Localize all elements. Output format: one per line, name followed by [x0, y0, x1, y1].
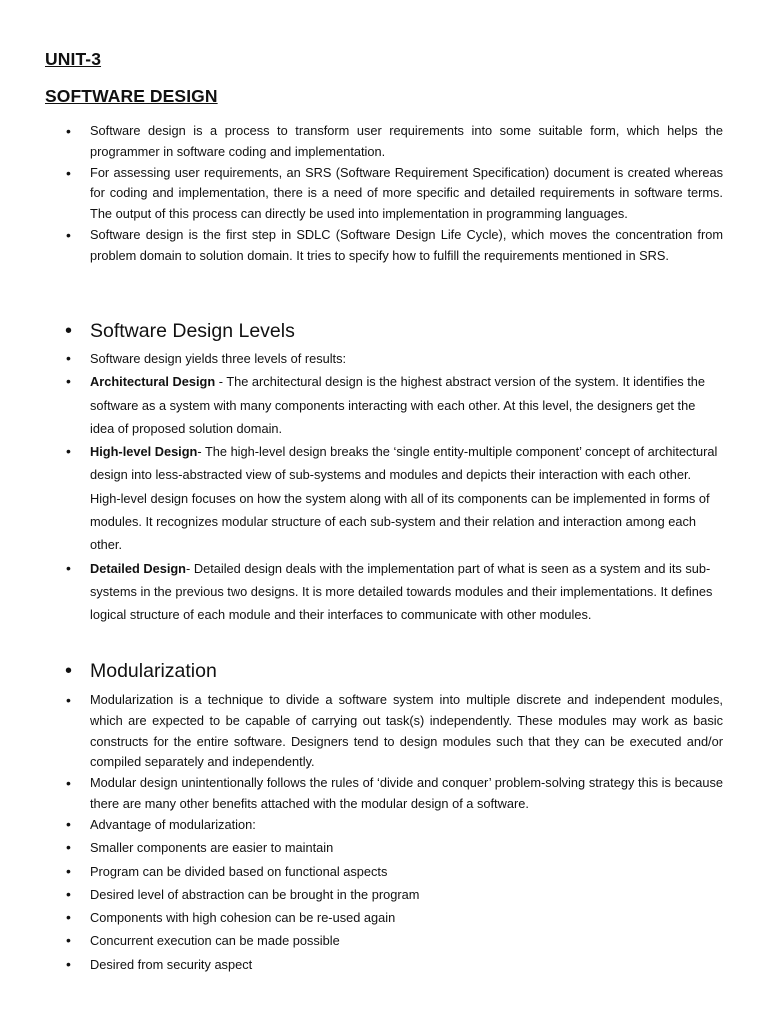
- document-title: SOFTWARE DESIGN: [45, 86, 218, 106]
- advantage-item: • Desired level of abstraction can be brought in the program: [63, 883, 723, 906]
- design-levels-list: [63, 347, 723, 627]
- design-level-item: [63, 440, 723, 556]
- design-level-item: [63, 557, 723, 627]
- advantage-item: • Concurrent execution can be made possible: [63, 929, 723, 952]
- unit-title: UNIT-3: [45, 49, 102, 69]
- advantage-item: • Desired from security aspect: [63, 953, 723, 976]
- intro-bullet: • For assessing user requirements, an SRS (Software Requirement Specification) document is created whereas for coding and implementation, there is a need of more specific and detailed requirements in software terms. The output of this process can directly be used into implementation in programming languages.: [63, 163, 723, 225]
- modularization-bullet: • Modular design unintentionally follows the rules of ‘divide and conquer’ problem-solving strategy this is because there are many other benefits attached with the modular design of a software.: [63, 773, 723, 815]
- design-level-item: [63, 370, 723, 440]
- modularization-list: [63, 690, 723, 815]
- advantage-item: • Components with high cohesion can be re-used again: [63, 906, 723, 929]
- intro-bullet: • Software design is the first step in SDLC (Software Design Life Cycle), which moves the concentration from problem domain to solution domain. It tries to specify how to fulfill the requirements mentioned in SRS.: [63, 225, 723, 267]
- design-level-description: - The high-level design breaks the ‘single entity-multiple component’ concept of architectural design into less-abstracted view of sub-systems and modules and depicts their interaction with each other. High-level design focuses on how the system along with all of its components can be implemented in forms of modules. It recognizes modular structure of each sub-system and their relation and interaction among each other.: [90, 444, 718, 553]
- design-level-description: - The architectural design is the highest abstract version of the system. It identifies the software as a system with many components interacting with each other. At this level, the designers get the idea of proposed solution domain.: [90, 374, 706, 436]
- design-levels-intro: • Software design yields three levels of results:: [63, 347, 723, 370]
- advantage-item: • Smaller components are easier to maintain: [63, 836, 723, 859]
- advantages-list: [63, 813, 723, 976]
- design-level-term: Detailed Design: [90, 560, 187, 576]
- intro-bullet-list: [63, 121, 723, 267]
- design-level-term: High-level Design: [90, 444, 198, 460]
- advantages-intro: • Advantage of modularization:: [63, 813, 723, 836]
- section-heading-modularization: • Modularization: [63, 660, 217, 683]
- intro-bullet: • Software design is a process to transform user requirements into some suitable form, which helps the programmer in software coding and implementation.: [63, 121, 723, 163]
- section-heading-design-levels: • Software Design Levels: [63, 320, 295, 343]
- design-level-term: Architectural Design: [90, 374, 216, 390]
- design-level-description: - Detailed design deals with the implementation part of what is seen as a system and its sub-systems in the previous two designs. It is more detailed towards modules and their implementations. It defines logical structure of each module and their interfaces to communicate with other modules.: [90, 560, 713, 623]
- modularization-bullet: • Modularization is a technique to divide a software system into multiple discrete and independent modules, which are expected to be capable of carrying out task(s) independently. These modules may work as basic constructs for the entire software. Designers tend to design modules such that they can be executed and/or compiled separately and independently.: [63, 690, 723, 773]
- advantage-item: • Program can be divided based on functional aspects: [63, 860, 723, 883]
